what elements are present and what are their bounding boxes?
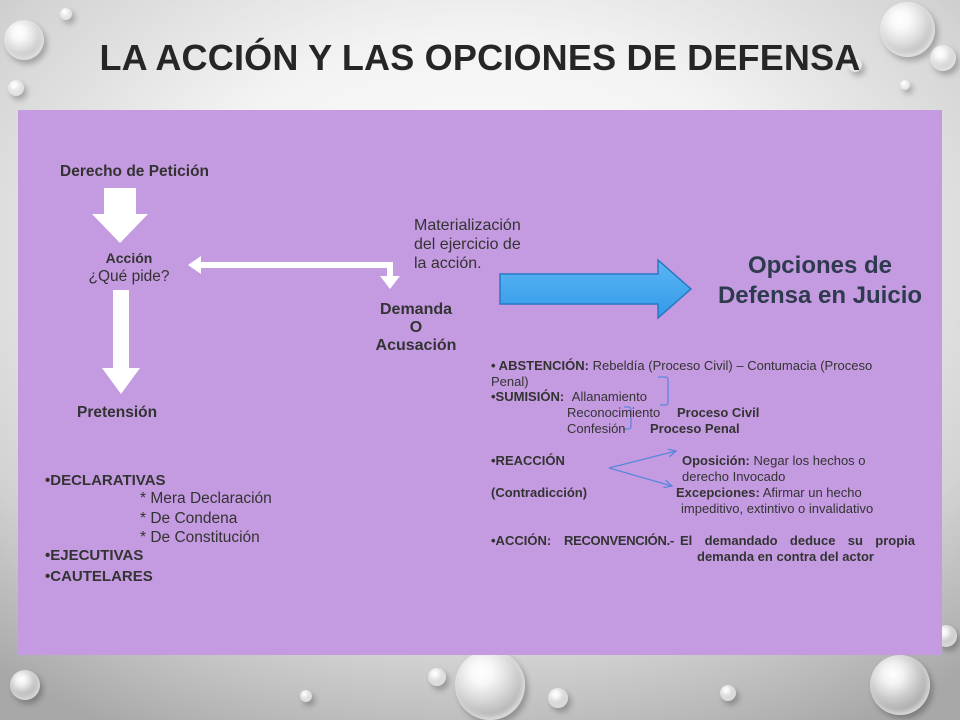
connector-down-arrowhead bbox=[380, 276, 400, 289]
declarativas-subitem: * Mera Declaración bbox=[140, 490, 272, 507]
slide-title: LA ACCIÓN Y LAS OPCIONES DE DEFENSA bbox=[99, 37, 861, 78]
demanda-node bbox=[356, 301, 476, 355]
materializacion-line: del ejercicio de bbox=[414, 236, 521, 253]
sumision-proceso: Proceso Penal bbox=[650, 421, 740, 436]
accion-defensa-label: •ACCIÓN: bbox=[491, 533, 552, 548]
abstencion-text: Rebeldía (Proceso Civil) – Contumacia (Proceso bbox=[592, 358, 873, 373]
reaccion-label: •REACCIÓN bbox=[491, 453, 565, 468]
demanda-line: O bbox=[409, 319, 423, 336]
opciones-line: Opciones de bbox=[747, 252, 893, 279]
excepciones-text: Afirmar un hecho bbox=[762, 485, 862, 500]
accion-node bbox=[64, 249, 194, 286]
abstencion-label: • ABSTENCIÓN: bbox=[491, 358, 589, 373]
oposicion-text: Negar los hechos o bbox=[753, 453, 866, 468]
opciones-line: Defensa en Juicio bbox=[717, 282, 923, 309]
materializacion-note bbox=[414, 216, 521, 273]
connector-line bbox=[198, 265, 390, 278]
oposicion-line bbox=[682, 453, 866, 469]
sumision-line bbox=[491, 389, 647, 405]
sumision-proceso: Proceso Civil bbox=[677, 405, 760, 420]
abstencion-line bbox=[491, 358, 872, 374]
reconvencion-text: El demandado deduce su propia bbox=[680, 533, 915, 548]
materializacion-line: la acción. bbox=[414, 255, 482, 272]
blue-arrow-to-opciones bbox=[500, 260, 691, 318]
reconvencion-text-continued: demanda en contra del actor bbox=[697, 549, 874, 564]
cautelares-item: •CAUTELARES bbox=[45, 568, 153, 585]
declarativas-subitem: * De Condena bbox=[140, 510, 238, 527]
excepciones-line bbox=[676, 485, 862, 501]
declarativas-item: •DECLARATIVAS bbox=[45, 472, 166, 489]
demanda-line: Demanda bbox=[379, 301, 453, 318]
excepciones-label: Excepciones: bbox=[676, 485, 760, 500]
reaccion-sublabel: (Contradicción) bbox=[491, 485, 588, 500]
pretension-label: Pretensión bbox=[77, 404, 158, 421]
declarativas-subitem: * De Constitución bbox=[140, 529, 260, 546]
elbow-connector-accion-demanda bbox=[188, 256, 400, 289]
accion-label: Acción bbox=[105, 250, 153, 266]
down-arrow-accion-to-pretension bbox=[102, 290, 140, 394]
demanda-line: Acusación bbox=[375, 337, 457, 354]
sumision-text: Allanamiento bbox=[571, 389, 647, 404]
reconvencion-label: RECONVENCIÓN.- bbox=[564, 533, 674, 548]
oposicion-text-continued: derecho Invocado bbox=[682, 469, 786, 484]
arrow-reaccion-to-excepciones bbox=[609, 468, 672, 486]
materializacion-line: Materialización bbox=[414, 217, 521, 234]
ejecutivas-item: •EJECUTIVAS bbox=[45, 547, 144, 564]
accion-question: ¿Qué pide? bbox=[88, 268, 170, 285]
opciones-heading bbox=[700, 251, 940, 311]
arrow-reaccion-to-oposicion bbox=[609, 451, 676, 468]
abstencion-text-continued: Penal) bbox=[491, 374, 529, 389]
sumision-label: •SUMISIÓN: bbox=[491, 389, 565, 404]
excepciones-text-continued: impeditivo, extintivo o invalidativo bbox=[681, 501, 874, 516]
bracket-sumision-upper bbox=[658, 377, 668, 405]
oposicion-label: Oposición: bbox=[682, 453, 750, 468]
down-arrow-peticion-to-accion bbox=[92, 188, 148, 243]
sumision-subitem: Confesión bbox=[567, 421, 626, 436]
derecho-peticion-label: Derecho de Petición bbox=[60, 163, 210, 180]
sumision-subitem: Reconocimiento bbox=[567, 405, 661, 420]
